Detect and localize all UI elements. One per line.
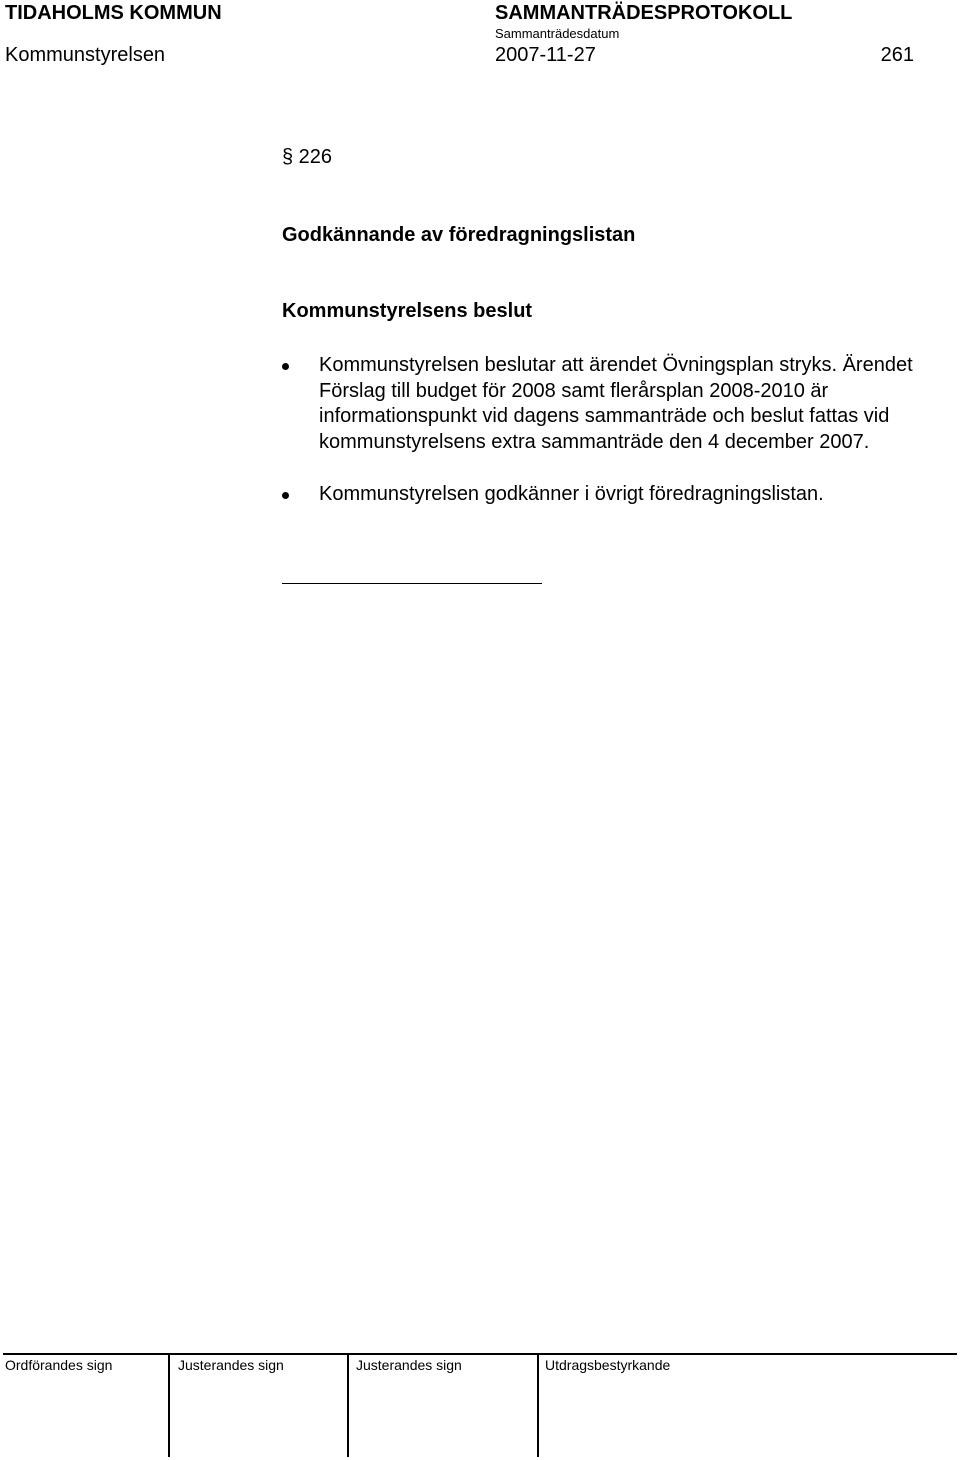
- list-item: [282, 353, 922, 455]
- paragraph-number: § 226: [282, 146, 333, 168]
- signature-divider: [168, 1354, 170, 1457]
- meeting-date: 2007-11-27: [495, 44, 596, 66]
- list-item-text: Kommunstyrelsen beslutar att ärendet Övningsplan stryks. Ärendet Förslag till budget för 2008 samt flerårsplan 2008-2010 är informationspunkt vid dagens sammanträde och beslut fattas vid kommunstyrelsens extra sammanträde den 4 december 2007.: [319, 354, 913, 453]
- chair-signature-label: Ordförandes sign: [5, 1357, 113, 1373]
- signature-divider: [347, 1354, 349, 1457]
- signature-table-top-rule: [3, 1353, 957, 1355]
- section-end-rule: [282, 583, 542, 584]
- section-title: Godkännande av föredragningslistan: [282, 224, 636, 246]
- decision-list: [282, 353, 922, 508]
- signature-divider: [537, 1354, 539, 1457]
- adjuster-signature-label: Justerandes sign: [356, 1357, 462, 1373]
- bullet-icon: [282, 363, 289, 370]
- bullet-icon: [282, 492, 289, 499]
- page-number: 261: [880, 44, 914, 66]
- list-item: [282, 482, 922, 508]
- organization-name: TIDAHOLMS KOMMUN: [5, 2, 222, 24]
- decision-heading: Kommunstyrelsens beslut: [282, 300, 533, 322]
- body-name: Kommunstyrelsen: [5, 44, 166, 66]
- adjuster-signature-label: Justerandes sign: [178, 1357, 284, 1373]
- extract-certification-label: Utdragsbestyrkande: [545, 1357, 671, 1373]
- document-type: SAMMANTRÄDESPROTOKOLL: [495, 2, 793, 24]
- meeting-date-label: Sammanträdesdatum: [495, 26, 620, 41]
- list-item-text: Kommunstyrelsen godkänner i övrigt föredragningslistan.: [319, 483, 824, 505]
